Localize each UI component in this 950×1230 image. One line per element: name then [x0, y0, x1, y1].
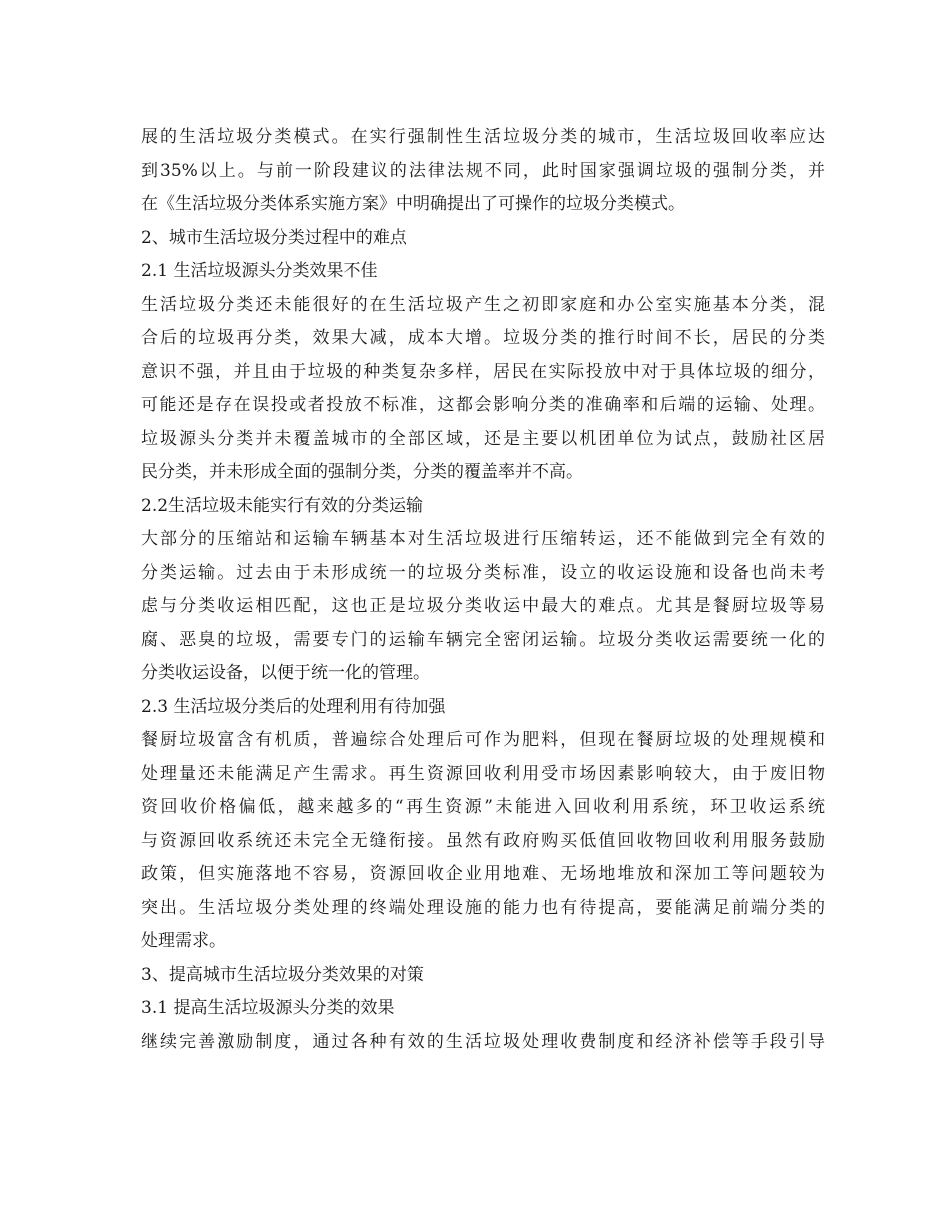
text-line: 大部分的压缩站和运输车辆基本对生活垃圾进行压缩转运，还不能做到完全有效的 [141, 529, 825, 549]
text-line: 虑与分类收运相匹配，这也正是垃圾分类收运中最大的难点。尤其是餐厨垃圾等易 [141, 596, 825, 616]
text-line: 与资源回收系统还未完全无缝衔接。虽然有政府购买低值回收物回收利用服务鼓励 [141, 830, 825, 851]
text-line: 腐、恶臭的垃圾，需要专门的运输车辆完全密闭运输。垃圾分类收运需要统一化的 [141, 629, 825, 650]
section-heading: 3.1 提高生活垃圾源头分类的效果 [141, 998, 395, 1018]
text-line: 合后的垃圾再分类，效果大减，成本大增。垃圾分类的推行时间不长，居民的分类 [141, 328, 825, 348]
text-line: 意识不强，并且由于垃圾的种类复杂多样，居民在实际投放中对于具体垃圾的细分， [141, 361, 825, 382]
text-line: 分类运输。过去由于未形成统一的垃圾分类标准，设立的收运设施和设备也尚未考 [141, 562, 825, 583]
text-line: 垃圾源头分类并未覆盖城市的全部区域，还是主要以机团单位为试点，鼓励社区居 [141, 428, 825, 449]
text-block [141, 121, 825, 1059]
section-heading: 2.3 生活垃圾分类后的处理利用有待加强 [141, 696, 446, 717]
text-line: 资回收价格偏低，越来越多的“再生资源”未能进入回收利用系统，环卫收运系统 [141, 797, 825, 817]
section-heading: 3、提高城市生活垃圾分类效果的对策 [141, 964, 424, 985]
section-heading: 2.1 生活垃圾源头分类效果不佳 [141, 261, 378, 281]
text-line: 可能还是存在误投或者投放不标准，这都会影响分类的准确率和后端的运输、处理。 [141, 395, 825, 415]
text-line: 处理需求。 [141, 931, 226, 951]
text-line: 政策，但实施落地不容易，资源回收企业用地难、无场地堆放和深加工等问题较为 [141, 864, 825, 884]
text-line: 到35%以上。与前一阶段建议的法律法规不同，此时国家强调垃圾的强制分类，并 [141, 160, 825, 181]
text-line: 继续完善激励制度，通过各种有效的生活垃圾处理收费制度和经济补偿等手段引导 [141, 1031, 825, 1052]
text-line: 分类收运设备，以便于统一化的管理。 [141, 663, 430, 683]
section-heading: 2、城市生活垃圾分类过程中的难点 [141, 227, 407, 248]
text-line: 在《生活垃圾分类体系实施方案》中明确提出了可操作的垃圾分类模式。 [141, 194, 685, 214]
text-line: 突出。生活垃圾分类处理的终端处理设施的能力也有待提高，要能满足前端分类的 [141, 897, 825, 918]
text-line: 民分类，并未形成全面的强制分类，分类的覆盖率并不高。 [141, 462, 583, 482]
text-line: 生活垃圾分类还未能很好的在生活垃圾产生之初即家庭和办公室实施基本分类，混 [141, 294, 825, 315]
text-line: 处理量还未能满足产生需求。再生资源回收利用受市场因素影响较大，由于废旧物 [141, 763, 825, 784]
text-line: 展的生活垃圾分类模式。在实行强制性生活垃圾分类的城市，生活垃圾回收率应达 [141, 127, 825, 147]
section-heading: 2.2生活垃圾未能实行有效的分类运输 [141, 495, 424, 516]
text-line: 餐厨垃圾富含有机质，普遍综合处理后可作为肥料，但现在餐厨垃圾的处理规模和 [141, 730, 825, 750]
